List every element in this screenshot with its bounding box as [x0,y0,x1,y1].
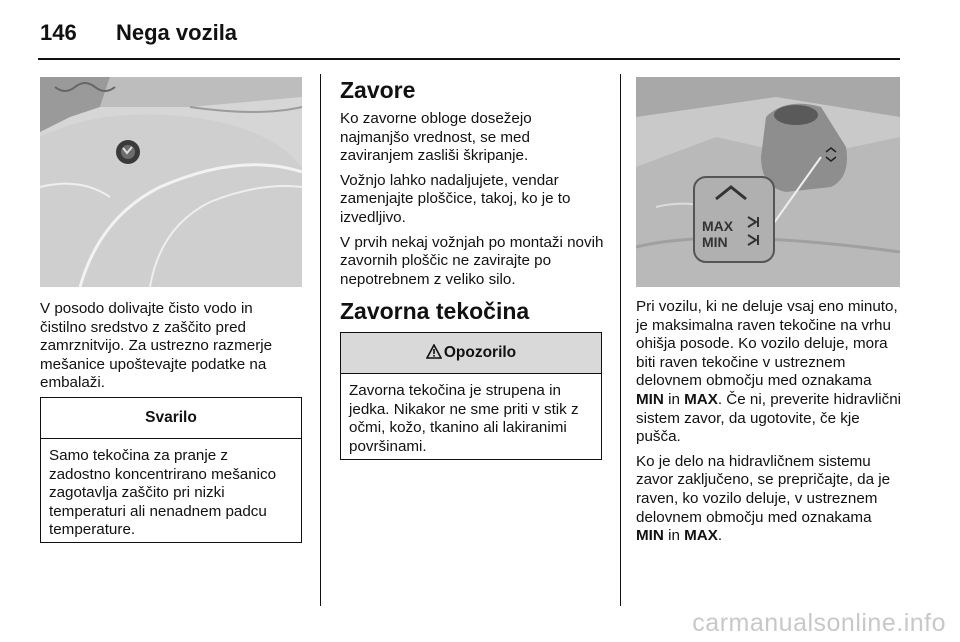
min-label: MIN [636,390,664,408]
max-label: MAX [684,527,718,545]
warning-box [340,332,602,460]
max-label: MAX [684,390,718,408]
column-divider [320,74,321,606]
text-run: in [663,527,685,545]
text-run: . [717,527,723,545]
washer-fluid-paragraph [40,300,302,399]
washer-reservoir-drawing [40,77,302,287]
body-text: Vožnjo lahko nadaljujete, vendar zamenjajte ploščice, takoj, ko je to izvedljivo. [340,171,571,226]
notice-title: Svarilo [41,398,301,439]
brake-fluid-reservoir-illustration [636,77,900,287]
text-run: Ko je delo na hidravličnem sistemu zavor zaključeno, se prepričajte, da je raven, ko vozilo deluje, v ustreznem delovnem območju med oznakama [636,452,891,526]
body-text [636,453,902,546]
header-divider [38,58,900,60]
body-text: V prvih nekaj vožnjah po montaži novih zavornih ploščic ne zavirajte po nepotrebnem z veliko silo. [340,233,604,288]
text-run: Pri vozilu, ki ne deluje vsaj eno minuto, je maksimalna raven tekočine na vrhu ohišja posode. Ko vozilo deluje, mora biti raven tekočine v ustreznem delovnem območju med oznakama [636,298,898,390]
washer-reservoir-illustration [40,77,302,287]
notice-body: Samo tekočina za pranje z zadostno koncentrirano mešanico zagotavlja zaščito pri nizki temperaturi ali nenadnem padcu temperature. [49,447,277,539]
warning-header [341,333,601,374]
watermark: carmanualsonline.info [692,609,946,637]
warning-title: Opozorilo [443,344,517,361]
max-mark-label: MAX [702,218,734,234]
notice-box [40,397,302,543]
body-text: Ko zavorne obloge dosežejo najmanjšo vrednost, se med zaviranjem zasliši škripanje. [340,110,532,165]
min-mark-label: MIN [702,234,728,250]
warning-triangle-icon [426,335,442,375]
text-run: . Če ni, preverite hidravlični sistem zavor, da ugotovite, če kje pušča. [636,390,902,446]
column-divider [620,74,621,606]
section-heading-brakes: Zavore [340,77,416,103]
brake-reservoir-drawing [636,77,900,287]
body-text: V posodo dolivajte čisto vodo in čistilno sredstvo z zaščito pred zamrznitvijo. Za ustrezno razmerje mešanice upoštevajte podatke na embalaži. [40,300,273,392]
min-label: MIN [636,527,664,545]
warning-body: Zavorna tekočina je strupena in jedka. Nikakor ne sme priti v stik z očmi, kožo, tkanino ali lakiranimi površinami. [349,382,579,455]
brakes-paragraphs [340,110,605,295]
section-heading-brake-fluid: Zavorna tekočina [340,298,530,324]
brake-fluid-paragraphs [636,298,902,552]
page-title: Nega vozila [116,20,238,45]
body-text [636,298,902,447]
page-number: 146 [40,20,77,45]
text-run: in [663,390,685,408]
